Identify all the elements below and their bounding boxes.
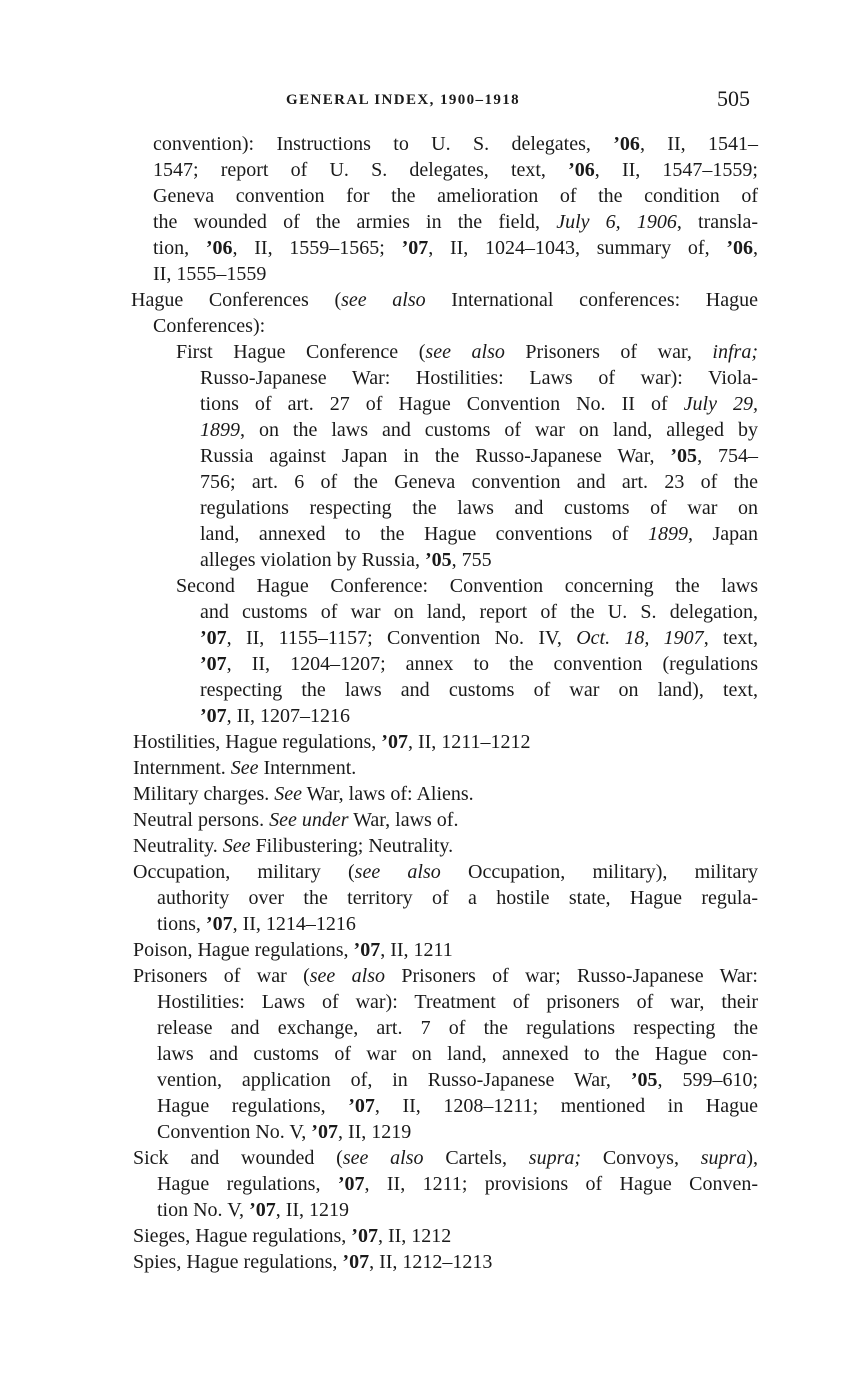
index-line: Russia against Japan in the Russo-Japanese War, ’05, 754– bbox=[200, 445, 759, 467]
page-number: 505 bbox=[717, 86, 750, 111]
index-line: ’07, II, 1155–1157; Convention No. IV, Oct. 18, 1907, text, bbox=[200, 627, 758, 649]
index-line: II, 1555–1559 bbox=[153, 263, 267, 285]
index-line: Hague regulations, ’07, II, 1208–1211; mentioned in Hague bbox=[157, 1095, 758, 1117]
index-line: Military charges. See War, laws of: Aliens. bbox=[133, 783, 474, 805]
index-line: tion No. V, ’07, II, 1219 bbox=[157, 1199, 350, 1221]
index-line: Sick and wounded (see also Cartels, supra; Convoys, supra), bbox=[133, 1147, 758, 1169]
index-line: Convention No. V, ’07, II, 1219 bbox=[157, 1121, 412, 1143]
index-line: Geneva convention for the amelioration of the condition of bbox=[153, 185, 758, 207]
index-line: tion, ’06, II, 1559–1565; ’07, II, 1024–1043, summary of, ’06, bbox=[153, 237, 758, 259]
index-line: Hague regulations, ’07, II, 1211; provisions of Hague Conven- bbox=[157, 1173, 758, 1195]
index-line: alleges violation by Russia, ’05, 755 bbox=[200, 549, 492, 571]
index-line: vention, application of, in Russo-Japanese War, ’05, 599–610; bbox=[157, 1069, 759, 1091]
index-line: Spies, Hague regulations, ’07, II, 1212–1213 bbox=[133, 1251, 493, 1273]
index-line: laws and customs of war on land, annexed to the Hague con- bbox=[157, 1043, 758, 1065]
index-line: Sieges, Hague regulations, ’07, II, 1212 bbox=[133, 1225, 452, 1247]
page-header bbox=[0, 86, 854, 116]
index-line: the wounded of the armies in the field, July 6, 1906, transla- bbox=[153, 211, 758, 233]
index-line: 756; art. 6 of the Geneva convention and art. 23 of the bbox=[200, 471, 758, 493]
index-line: 1899, on the laws and customs of war on land, alleged by bbox=[200, 419, 758, 441]
index-line: Conferences): bbox=[153, 315, 266, 337]
index-line: regulations respecting the laws and customs of war on bbox=[200, 497, 758, 519]
index-line: Neutrality. See Filibustering; Neutrality. bbox=[133, 835, 454, 857]
index-line: Hostilities, Hague regulations, ’07, II, 1211–1212 bbox=[133, 731, 531, 753]
index-line: Neutral persons. See under War, laws of. bbox=[133, 809, 459, 831]
index-line: release and exchange, art. 7 of the regulations respecting the bbox=[157, 1017, 758, 1039]
index-line: 1547; report of U. S. delegates, text, ’06, II, 1547–1559; bbox=[153, 159, 758, 181]
index-line: and customs of war on land, report of the U. S. delegation, bbox=[200, 601, 758, 623]
index-line: tions of art. 27 of Hague Convention No. II of July 29, bbox=[200, 393, 759, 415]
running-title: GENERAL INDEX, 1900–1918 bbox=[286, 92, 521, 108]
index-line: Second Hague Conference: Convention concerning the laws bbox=[176, 575, 758, 597]
index-line: Prisoners of war (see also Prisoners of war; Russo-Japanese War: bbox=[133, 965, 758, 987]
index-line: land, annexed to the Hague conventions of 1899, Japan bbox=[200, 523, 758, 545]
index-line: Occupation, military (see also Occupation, military), military bbox=[133, 861, 758, 883]
index-line: Hague Conferences (see also International conferences: Hague bbox=[131, 289, 758, 311]
index-line: authority over the territory of a hostile state, Hague regula- bbox=[157, 887, 758, 909]
index-line: tions, ’07, II, 1214–1216 bbox=[157, 913, 356, 935]
index-line: Internment. See Internment. bbox=[133, 757, 357, 779]
index-line: ’07, II, 1204–1207; annex to the convention (regulations bbox=[200, 653, 758, 675]
index-line: ’07, II, 1207–1216 bbox=[200, 705, 350, 727]
index-line: Poison, Hague regulations, ’07, II, 1211 bbox=[133, 939, 453, 961]
index-line: Russo-Japanese War: Hostilities: Laws of war): Viola- bbox=[200, 367, 758, 389]
index-line: Hostilities: Laws of war): Treatment of prisoners of war, their bbox=[157, 991, 758, 1013]
index-line: respecting the laws and customs of war on land), text, bbox=[200, 679, 758, 701]
index-line: convention): Instructions to U. S. delegates, ’06, II, 1541– bbox=[153, 133, 758, 155]
index-line: First Hague Conference (see also Prisoners of war, infra; bbox=[176, 341, 758, 363]
